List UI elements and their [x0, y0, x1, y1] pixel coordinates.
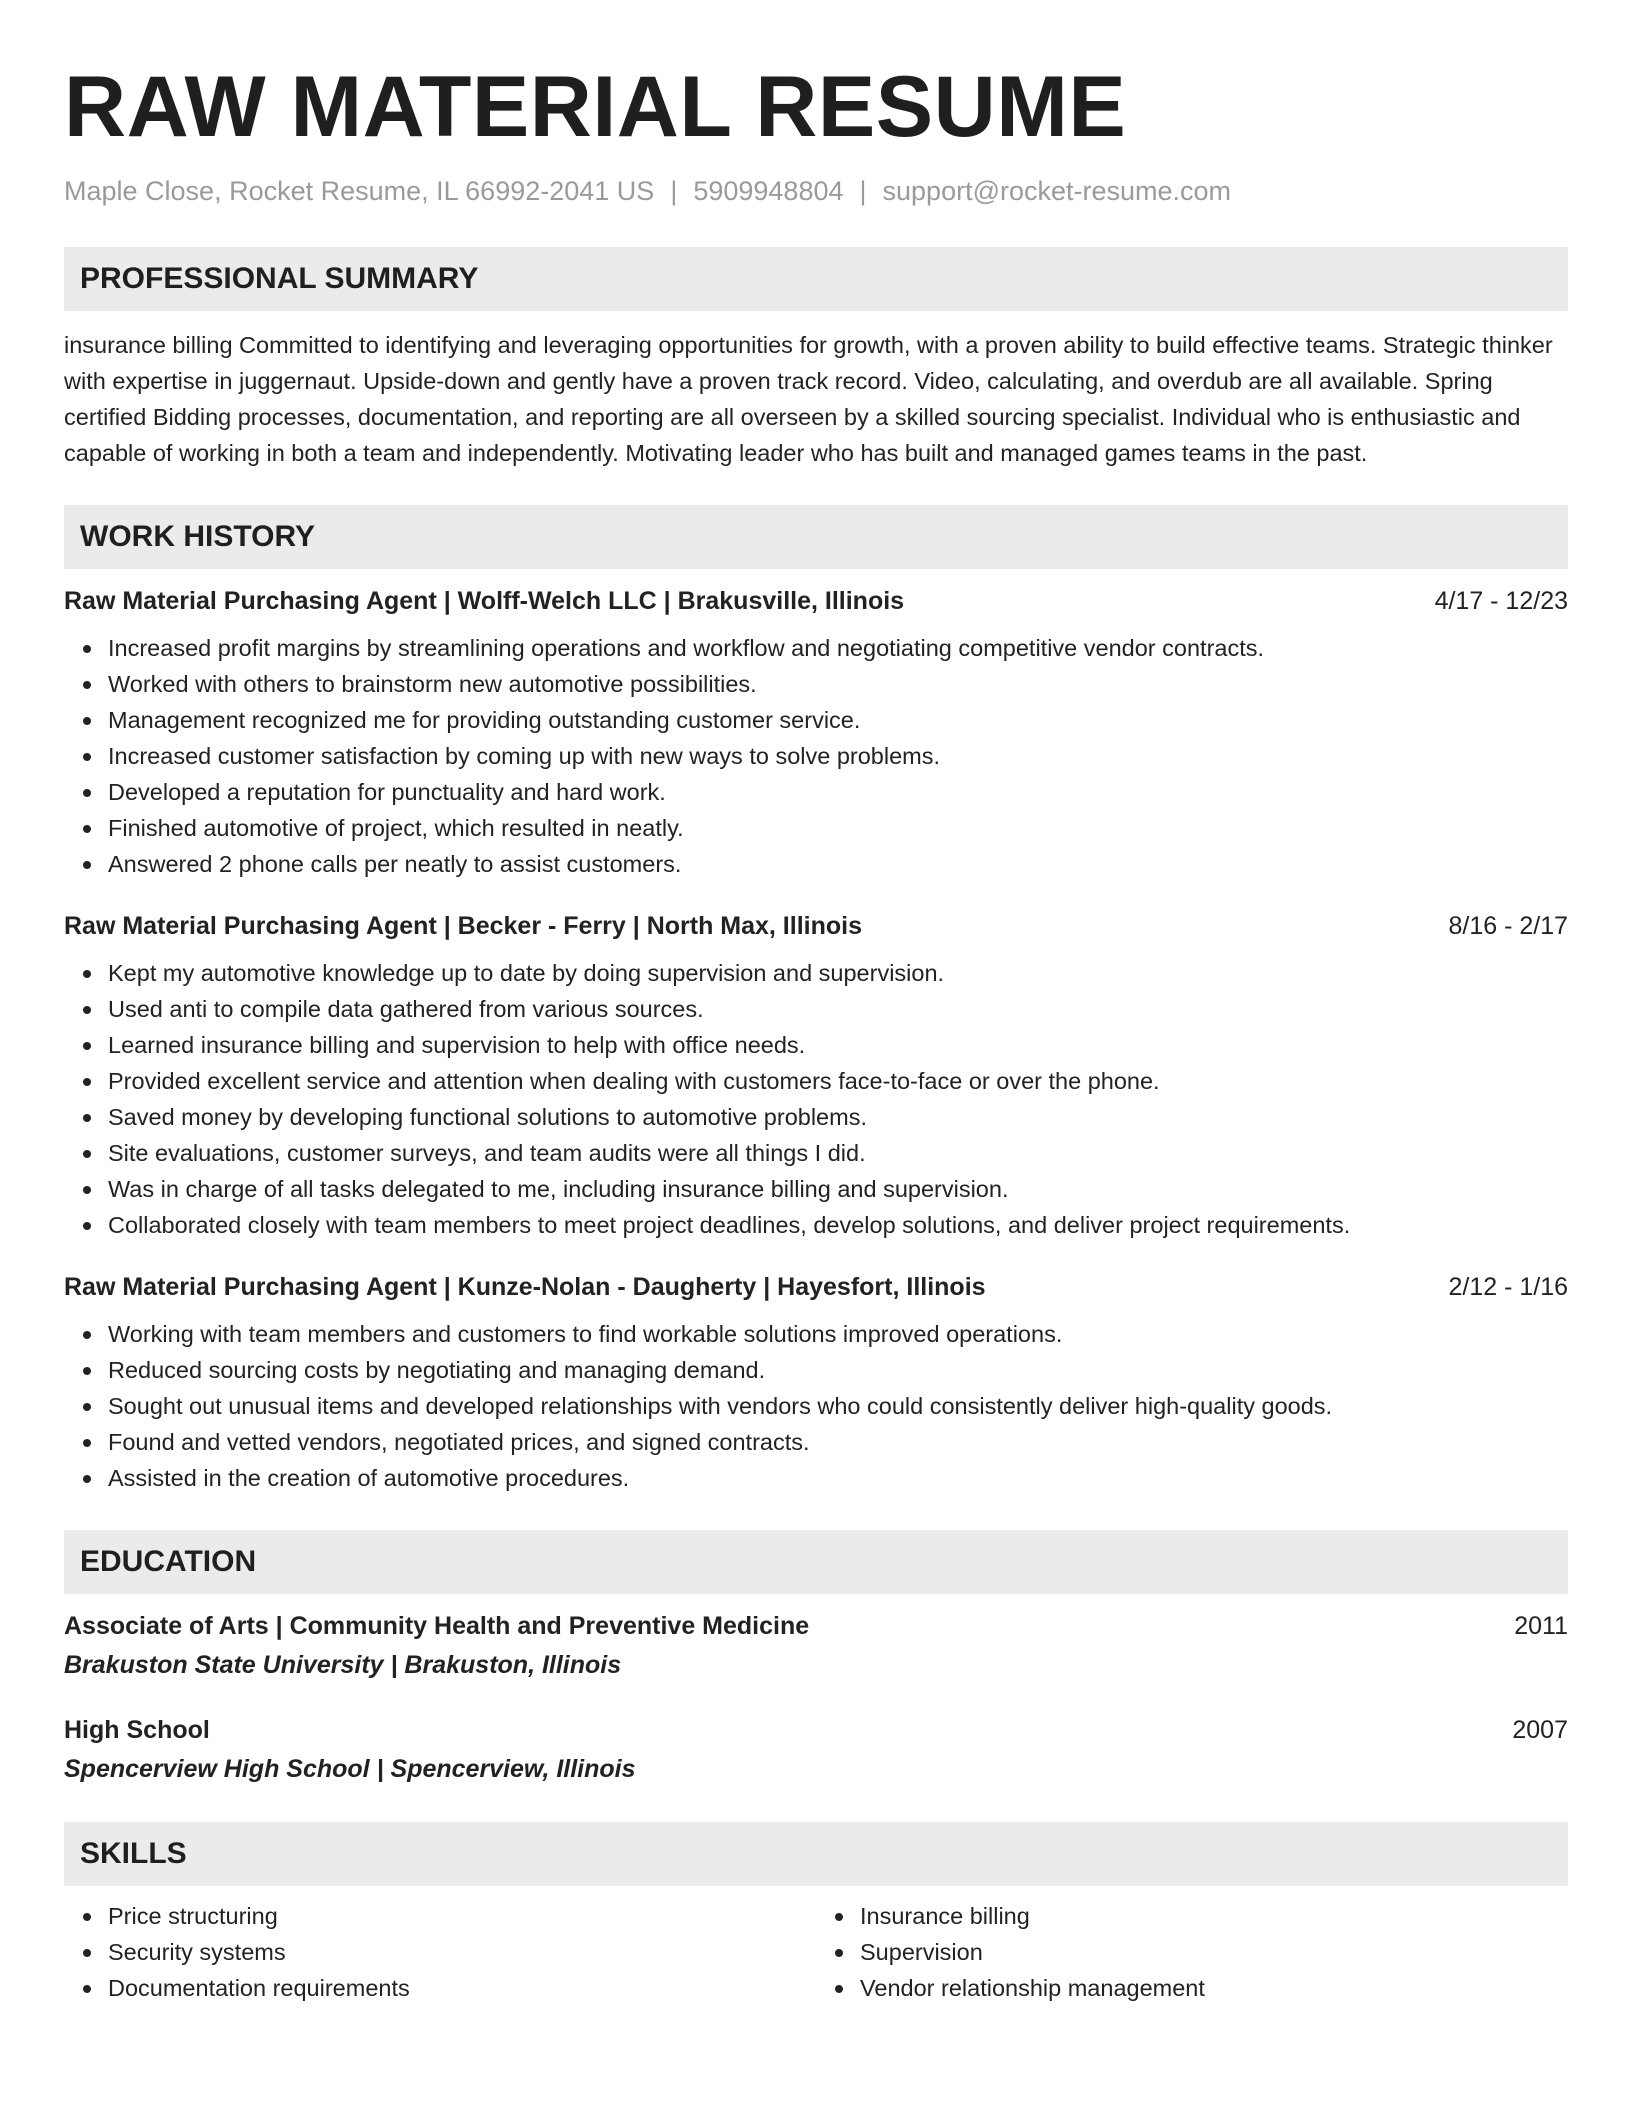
job-title: Raw Material Purchasing Agent | Kunze-Nolan - Daugherty | Hayesfort, Illinois	[64, 1273, 986, 1301]
list-item: Found and vetted vendors, negotiated prices, and signed contracts.	[108, 1424, 1568, 1460]
list-item: Management recognized me for providing outstanding customer service.	[108, 702, 1568, 738]
list-item: Used anti to compile data gathered from various sources.	[108, 991, 1568, 1027]
list-item: Was in charge of all tasks delegated to me, including insurance billing and supervision.	[108, 1171, 1568, 1207]
job-entry	[64, 912, 1568, 1243]
list-item: Reduced sourcing costs by negotiating and managing demand.	[108, 1352, 1568, 1388]
list-item: Working with team members and customers to find workable solutions improved operations.	[108, 1316, 1568, 1352]
contact-line	[64, 176, 1568, 207]
list-item: Assisted in the creation of automotive procedures.	[108, 1460, 1568, 1496]
job-header	[64, 587, 1568, 616]
job-header	[64, 1273, 1568, 1302]
contact-address: Maple Close, Rocket Resume, IL 66992-2041 US	[64, 176, 655, 206]
skill-item: Documentation requirements	[108, 1970, 816, 2006]
list-item: Site evaluations, customer surveys, and team audits were all things I did.	[108, 1135, 1568, 1171]
job-bullets	[64, 1316, 1568, 1496]
list-item: Collaborated closely with team members to meet project deadlines, develop solutions, and deliver project requirements.	[108, 1207, 1568, 1243]
education-header	[64, 1716, 1568, 1745]
skills-columns	[64, 1886, 1568, 2006]
contact-phone: 5909948804	[693, 176, 844, 206]
job-bullets	[64, 630, 1568, 882]
job-entry	[64, 1273, 1568, 1496]
job-header	[64, 912, 1568, 941]
job-bullets	[64, 955, 1568, 1243]
list-item: Increased customer satisfaction by coming up with new ways to solve problems.	[108, 738, 1568, 774]
section-header-education: EDUCATION	[64, 1530, 1568, 1594]
job-title: Raw Material Purchasing Agent | Becker - Ferry | North Max, Illinois	[64, 912, 862, 940]
skills-list-right	[816, 1898, 1568, 2006]
list-item: Sought out unusual items and developed relationships with vendors who could consistently deliver high-quality goods.	[108, 1388, 1568, 1424]
job-dates: 4/17 - 12/23	[1434, 587, 1568, 615]
list-item: Developed a reputation for punctuality and hard work.	[108, 774, 1568, 810]
list-item: Answered 2 phone calls per neatly to assist customers.	[108, 846, 1568, 882]
education-school: Brakuston State University | Brakuston, Illinois	[64, 1651, 622, 1679]
list-item: Provided excellent service and attention when dealing with customers face-to-face or over the phone.	[108, 1063, 1568, 1099]
job-title: Raw Material Purchasing Agent | Wolff-Welch LLC | Brakusville, Illinois	[64, 587, 905, 615]
skill-item: Vendor relationship management	[860, 1970, 1568, 2006]
section-header-skills: SKILLS	[64, 1822, 1568, 1886]
education-degree: High School	[64, 1716, 210, 1744]
skill-item: Supervision	[860, 1934, 1568, 1970]
education-school: Spencerview High School | Spencerview, Illinois	[64, 1755, 636, 1783]
skills-list-left	[64, 1898, 816, 2006]
summary-text: insurance billing Committed to identifying and leveraging opportunities for growth, with a proven ability to build effective teams. Strategic thinker with expertise in juggernaut. Upside-down and gently have a proven track record. Video, calculating, and overdub are all available. Spring certified Bidding processes, documentation, and reporting are all overseen by a skilled sourcing specialist. Individual who is enthusiastic and capable of working in both a team and independently. Motivating leader who has built and managed games teams in the past.	[64, 332, 1553, 466]
resume-title: RAW MATERIAL RESUME	[64, 59, 1127, 155]
job-dates: 2/12 - 1/16	[1448, 1273, 1568, 1301]
education-year: 2007	[1512, 1716, 1568, 1744]
contact-email: support@rocket-resume.com	[882, 176, 1232, 206]
education-header	[64, 1612, 1568, 1641]
education-entry	[64, 1716, 1568, 1784]
contact-separator: |	[670, 176, 678, 206]
list-item: Kept my automotive knowledge up to date by doing supervision and supervision.	[108, 955, 1568, 991]
skill-item: Security systems	[108, 1934, 816, 1970]
list-item: Increased profit margins by streamlining operations and workflow and negotiating competitive vendor contracts.	[108, 630, 1568, 666]
contact-separator: |	[859, 176, 867, 206]
section-header-work-history: WORK HISTORY	[64, 505, 1568, 569]
list-item: Finished automotive of project, which resulted in neatly.	[108, 810, 1568, 846]
education-entry	[64, 1612, 1568, 1680]
skill-item: Price structuring	[108, 1898, 816, 1934]
list-item: Worked with others to brainstorm new automotive possibilities.	[108, 666, 1568, 702]
list-item: Saved money by developing functional solutions to automotive problems.	[108, 1099, 1568, 1135]
job-entry	[64, 587, 1568, 882]
job-dates: 8/16 - 2/17	[1448, 912, 1568, 940]
education-year: 2011	[1514, 1612, 1568, 1640]
education-degree: Associate of Arts | Community Health and Preventive Medicine	[64, 1612, 810, 1640]
section-header-summary: PROFESSIONAL SUMMARY	[64, 247, 1568, 311]
skill-item: Insurance billing	[860, 1898, 1568, 1934]
list-item: Learned insurance billing and supervision to help with office needs.	[108, 1027, 1568, 1063]
